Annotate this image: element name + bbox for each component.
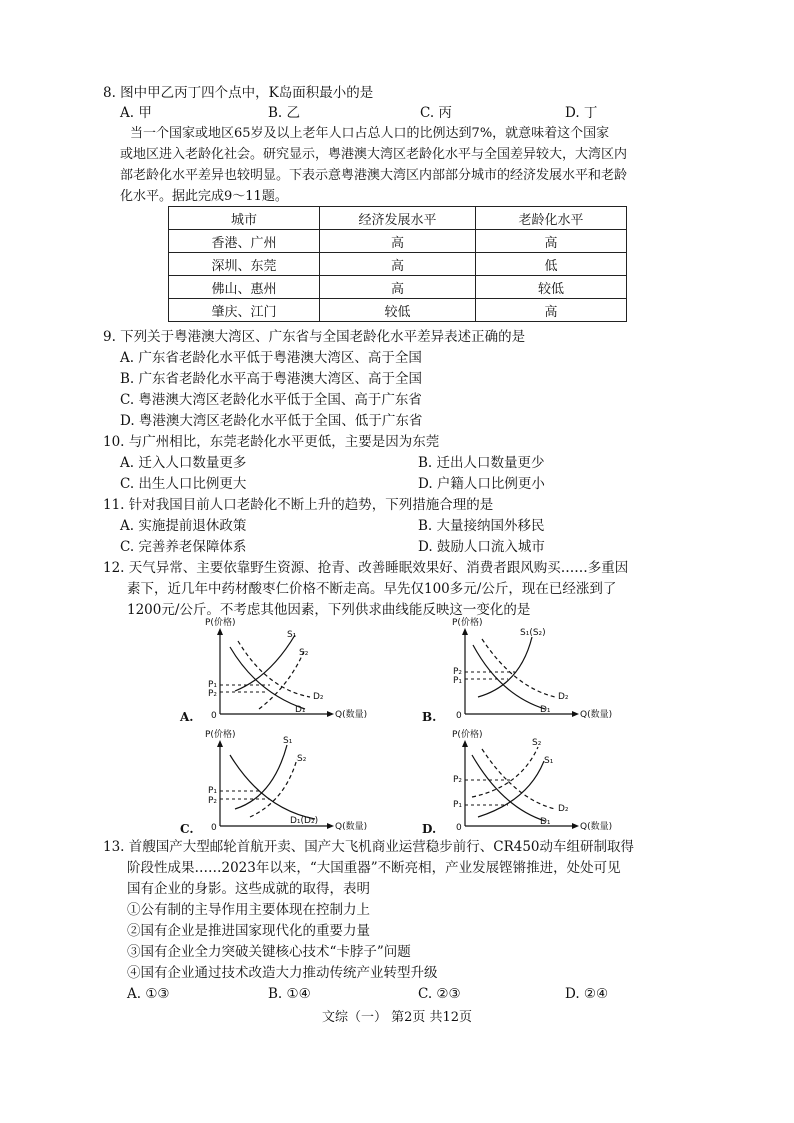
q13-item: ②国有企业是推进国家现代化的重要力量 [127,923,370,939]
origin-label: 0 [456,823,462,833]
city-aging-table [168,206,627,322]
d1-label: D₁ [295,705,306,715]
y-axis-label: P(价格) [452,730,483,740]
q10-option-a: A. 迁入人口数量更多 [120,455,247,471]
q8-option-d: D. 丁 [565,105,598,121]
s2-label: S₂ [532,738,542,748]
s2-label: S₂ [297,754,307,764]
table-cell: 高 [320,230,476,253]
p2-label: P₂ [453,667,463,677]
table-cell: 高 [320,253,476,276]
graph-b [420,615,620,729]
q13-item: ①公有制的主导作用主要体现在控制力上 [127,902,370,918]
y-axis-arrow [462,628,468,635]
q9-stem: 9. 下列关于粤港澳大湾区、广东省与全国老龄化水平差异表述正确的是 [103,329,526,345]
origin-label: 0 [211,711,217,721]
s1-label: S₁ [283,736,293,746]
q13-item: ④国有企业通过技术改造大力推动传统产业转型升级 [127,965,438,981]
q12-stem-line: 1200元/公斤。不考虑其他因素，下列供求曲线能反映这一变化的是 [127,602,531,618]
p2-label: P₂ [208,796,218,806]
d1-label: D₁ [540,817,551,827]
table-header-row [169,207,627,230]
graph-a [175,615,375,729]
table-cell: 较低 [476,276,627,299]
s1-label: S₁ [287,630,297,640]
table-cell: 较低 [320,299,476,322]
s2-label: S₂ [299,648,309,658]
y-axis-arrow [462,740,468,747]
q11-option-a: A. 实施提前退休政策 [120,518,247,534]
q13-option-b: B. ①④ [268,986,311,1002]
table-cell: 低 [476,253,627,276]
option-letter: C. [180,822,194,836]
q13-stem-line: 13. 首艘国产大型邮轮首航开卖、国产大飞机商业运营稳步前行、CR450动车组研制取得 [103,839,635,855]
q13-item: ③国有企业全力突破关键核心技术“卡脖子”问题 [127,944,411,960]
table-cell: 深圳、东莞 [169,253,320,276]
p1-label: P₁ [208,680,218,690]
q10-option-c: C. 出生人口比例更大 [120,476,247,492]
q13-stem-line: 阶段性成果……2023年以来，“大国重器”不断亮相，产业发展铿锵推进，处处可见 [127,860,621,876]
s-label: S₁(S₂) [520,628,546,638]
supply-curve-s2 [472,747,538,797]
demand-curve-d1 [230,647,305,709]
q9-option-a: A. 广东省老龄化水平低于粤港澳大湾区、高于全国 [120,350,422,366]
origin-label: 0 [211,823,217,833]
table-cell: 高 [476,299,627,322]
x-axis-label: Q(数量) [335,822,368,832]
y-axis-arrow [217,740,223,747]
q8-stem: 8. 图中甲乙丙丁四个点中，K岛面积最小的是 [103,85,374,101]
x-axis-arrow [327,823,334,829]
q8-option-a: A. 甲 [120,105,152,121]
y-axis-label: P(价格) [452,618,483,628]
q8-option-b: B. 乙 [268,105,301,121]
origin-label: 0 [456,711,462,721]
y-axis-label: P(价格) [205,730,236,740]
graph-d [420,727,620,841]
table-row [169,276,627,299]
table-header: 城市 [169,207,320,230]
table-row [169,230,627,253]
q8-option-c: C. 丙 [420,105,452,121]
supply-curve-s1 [235,745,287,809]
y-axis-arrow [217,628,223,635]
supply-curve-s1 [478,761,544,817]
table-cell: 香港、广州 [169,230,320,253]
q9-option-b: B. 广东省老龄化水平高于粤港澳大湾区、高于全国 [120,371,423,387]
p1-label: P₁ [208,786,218,796]
q13-option-c: C. ②③ [418,986,461,1002]
option-letter: D. [422,822,437,836]
table-header: 老龄化水平 [476,207,627,230]
p2-label: P₂ [208,689,218,699]
demand-curve-d1 [473,645,545,709]
x-axis-label: Q(数量) [580,822,613,832]
s1-label: S₁ [544,756,554,766]
p1-label: P₁ [453,800,463,810]
q13-option-d: D. ②④ [565,986,609,1002]
q11-option-c: C. 完善养老保障体系 [120,539,247,555]
x-axis-arrow [572,823,579,829]
p2-label: P₂ [453,775,463,785]
x-axis-label: Q(数量) [580,710,613,720]
table-cell: 高 [476,230,627,253]
supply-curve-s2 [259,649,305,709]
graph-c [175,727,375,841]
q11-option-b: B. 大量接纳国外移民 [418,518,545,534]
q9-option-c: C. 粤港澳大湾区老龄化水平低于全国、高于广东省 [120,392,422,408]
table-header: 经济发展水平 [320,207,476,230]
d2-label: D₂ [558,804,569,814]
q9-option-d: D. 粤港澳大湾区老龄化水平低于全国、低于广东省 [120,413,423,429]
d-label: D₁(D₂) [290,816,319,826]
q10-stem: 10. 与广州相比，东莞老龄化水平更低，主要是因为东莞 [103,434,440,450]
q11-stem: 11. 针对我国目前人口老龄化不断上升的趋势，下列措施合理的是 [103,497,494,513]
q10-option-b: B. 迁出人口数量更少 [418,455,545,471]
page-footer: 文综（一） 第2页 共12页 [321,1010,473,1025]
demand-curve-d1 [472,755,545,821]
d2-label: D₂ [558,692,569,702]
demand-curve-d1 [230,755,315,819]
passage-line: 或地区进入老龄化社会。研究显示，粤港澳大湾区老龄化水平与全国差异较大，大湾区内 [120,147,628,162]
table-cell: 肇庆、江门 [169,299,320,322]
supply-curve-s2 [250,759,297,817]
d2-label: D₂ [313,692,324,702]
table-row [169,253,627,276]
table-cell: 佛山、惠州 [169,276,320,299]
q13-stem-line: 国有企业的身影。这些成就的取得，表明 [127,881,370,897]
y-axis-label: P(价格) [205,618,236,628]
q13-option-a: A. ①③ [127,986,170,1002]
p1-label: P₁ [453,676,463,686]
q10-option-d: D. 户籍人口比例更小 [418,476,545,492]
passage-line: 部老龄化水平差异也较明显。下表示意粤港澳大湾区内部部分城市的经济发展水平和老龄 [120,168,628,183]
passage-line: 化水平。据此完成9～11题。 [120,189,288,204]
q12-stem-line: 素下，近几年中药材酸枣仁价格不断走高。早先仅100多元/公斤，现在已经涨到了 [127,581,617,597]
table-cell: 高 [320,276,476,299]
q11-option-d: D. 鼓励人口流入城市 [418,539,545,555]
x-axis-label: Q(数量) [335,710,368,720]
option-letter: B. [422,710,437,724]
d1-label: D₁ [540,705,551,715]
option-letter: A. [180,710,194,724]
table-row [169,299,627,322]
passage-line: 当一个国家或地区65岁及以上老年人口占总人口的比例达到7%，就意味着这个国家 [130,126,610,141]
q12-stem-line: 12. 天气异常、主要依靠野生资源、抢青、改善睡眠效果好、消费者跟风购买……多重因 [103,560,629,576]
x-axis-arrow [572,711,579,717]
x-axis-arrow [327,711,334,717]
